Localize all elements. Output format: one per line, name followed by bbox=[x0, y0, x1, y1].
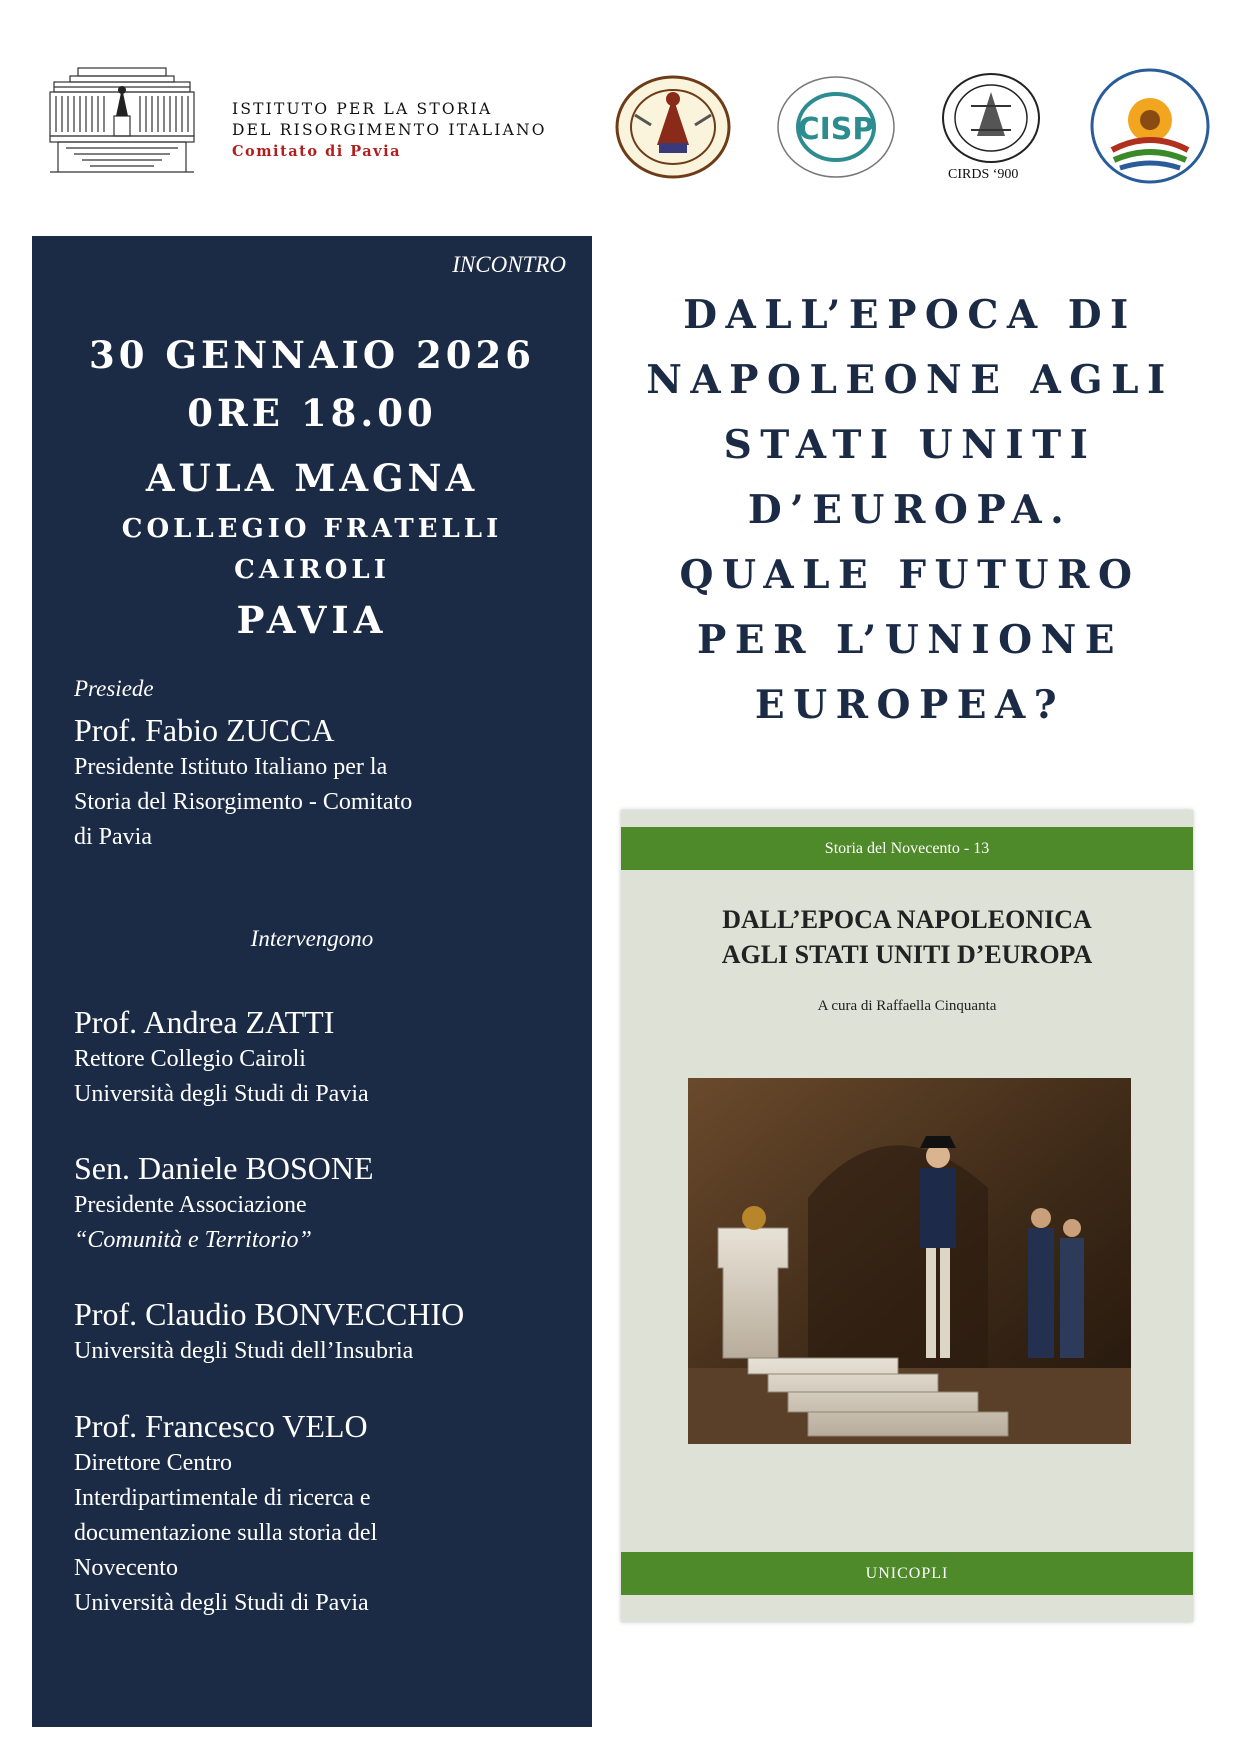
book-cover bbox=[621, 810, 1193, 1622]
comunita-territorio-seal bbox=[1090, 68, 1210, 184]
speaker-role: Interdipartimentale di ricerca e bbox=[74, 1485, 371, 1511]
cirds-caption: CIRDS ‘900 bbox=[948, 167, 1019, 182]
speaker-role: Università degli Studi di Pavia bbox=[74, 1081, 369, 1107]
speaker-name: Prof. Andrea ZATTI bbox=[74, 1004, 335, 1040]
speaker-role: Università degli Studi dell’Insubria bbox=[74, 1338, 414, 1364]
collegio-cairoli-seal bbox=[615, 75, 731, 179]
cover-painting bbox=[688, 1078, 1131, 1444]
cisp-seal bbox=[776, 75, 896, 179]
title-line: NAPOLEONE AGLI bbox=[646, 357, 1174, 403]
book-title-line-1: DALL’EPOCA NAPOLEONICA bbox=[722, 905, 1092, 934]
event-date: 30 GENNAIO 2026 bbox=[89, 333, 535, 377]
event-title bbox=[610, 283, 1210, 738]
institute-line-2: DEL RISORGIMENTO ITALIANO bbox=[232, 121, 547, 139]
cisp-text: CISP bbox=[797, 112, 875, 147]
speaker-name: Prof. Claudio BONVECCHIO bbox=[74, 1296, 465, 1332]
venue-hall: AULA MAGNA bbox=[145, 456, 479, 500]
event-datetime bbox=[32, 326, 592, 442]
cirds-seal bbox=[941, 72, 1041, 164]
book-title-line-2: AGLI STATI UNITI D’EUROPA bbox=[721, 940, 1093, 969]
venue-college bbox=[32, 509, 592, 591]
title-line: EUROPEA? bbox=[754, 682, 1066, 728]
speaker-name: Sen. Daniele BOSONE bbox=[74, 1150, 374, 1186]
speaker-item bbox=[74, 1294, 574, 1369]
speaker-item bbox=[74, 1148, 574, 1258]
venue-college-line-1: COLLEGIO FRATELLI bbox=[121, 514, 503, 544]
book-title bbox=[621, 902, 1193, 972]
speakers-label: Intervengono bbox=[250, 926, 374, 951]
chair-role-1: Presidente Istituto Italiano per la bbox=[74, 754, 388, 780]
speaker-role: Rettore Collegio Cairoli bbox=[74, 1046, 306, 1072]
book-series: Storia del Novecento - 13 bbox=[621, 827, 1193, 870]
chair-label: Presiede bbox=[74, 676, 154, 701]
institute-line-1: ISTITUTO PER LA STORIA bbox=[232, 100, 493, 118]
institute-committee: Comitato di Pavia bbox=[232, 143, 402, 160]
speaker-item bbox=[74, 1406, 574, 1621]
institute-name bbox=[232, 99, 547, 162]
title-line: PER L’UNIONE bbox=[697, 617, 1123, 663]
speaker-item bbox=[74, 1002, 574, 1112]
chair-name: Prof. Fabio ZUCCA bbox=[74, 712, 335, 748]
speaker-role: “Comunità e Territorio” bbox=[74, 1227, 312, 1253]
book-editor: A cura di Raffaella Cinquanta bbox=[817, 998, 997, 1014]
book-publisher: UNICOPLI bbox=[621, 1552, 1193, 1595]
title-line: QUALE FUTURO bbox=[679, 552, 1141, 598]
chair-role-2: Storia del Risorgimento - Comitato bbox=[74, 789, 413, 815]
speaker-role: documentazione sulla storia del bbox=[74, 1520, 378, 1546]
title-line: STATI UNITI bbox=[723, 422, 1097, 468]
speaker-role: Università degli Studi di Pavia bbox=[74, 1590, 369, 1616]
venue-college-line-2: CAIROLI bbox=[234, 555, 390, 585]
chair bbox=[74, 710, 574, 855]
title-line: D’EUROPA. bbox=[747, 487, 1073, 533]
venue-city: PAVIA bbox=[236, 598, 388, 642]
speaker-role: Presidente Associazione bbox=[74, 1192, 307, 1218]
institute-logo bbox=[48, 66, 196, 178]
event-time: 0RE 18.00 bbox=[187, 391, 437, 435]
event-type: INCONTRO bbox=[452, 252, 566, 277]
title-line: DALL’EPOCA DI bbox=[683, 292, 1137, 338]
speaker-role: Novecento bbox=[74, 1555, 178, 1581]
event-info-panel bbox=[32, 236, 592, 1727]
speaker-name: Prof. Francesco VELO bbox=[74, 1408, 368, 1444]
speaker-role: Direttore Centro bbox=[74, 1450, 232, 1476]
chair-role-3: di Pavia bbox=[74, 824, 152, 850]
